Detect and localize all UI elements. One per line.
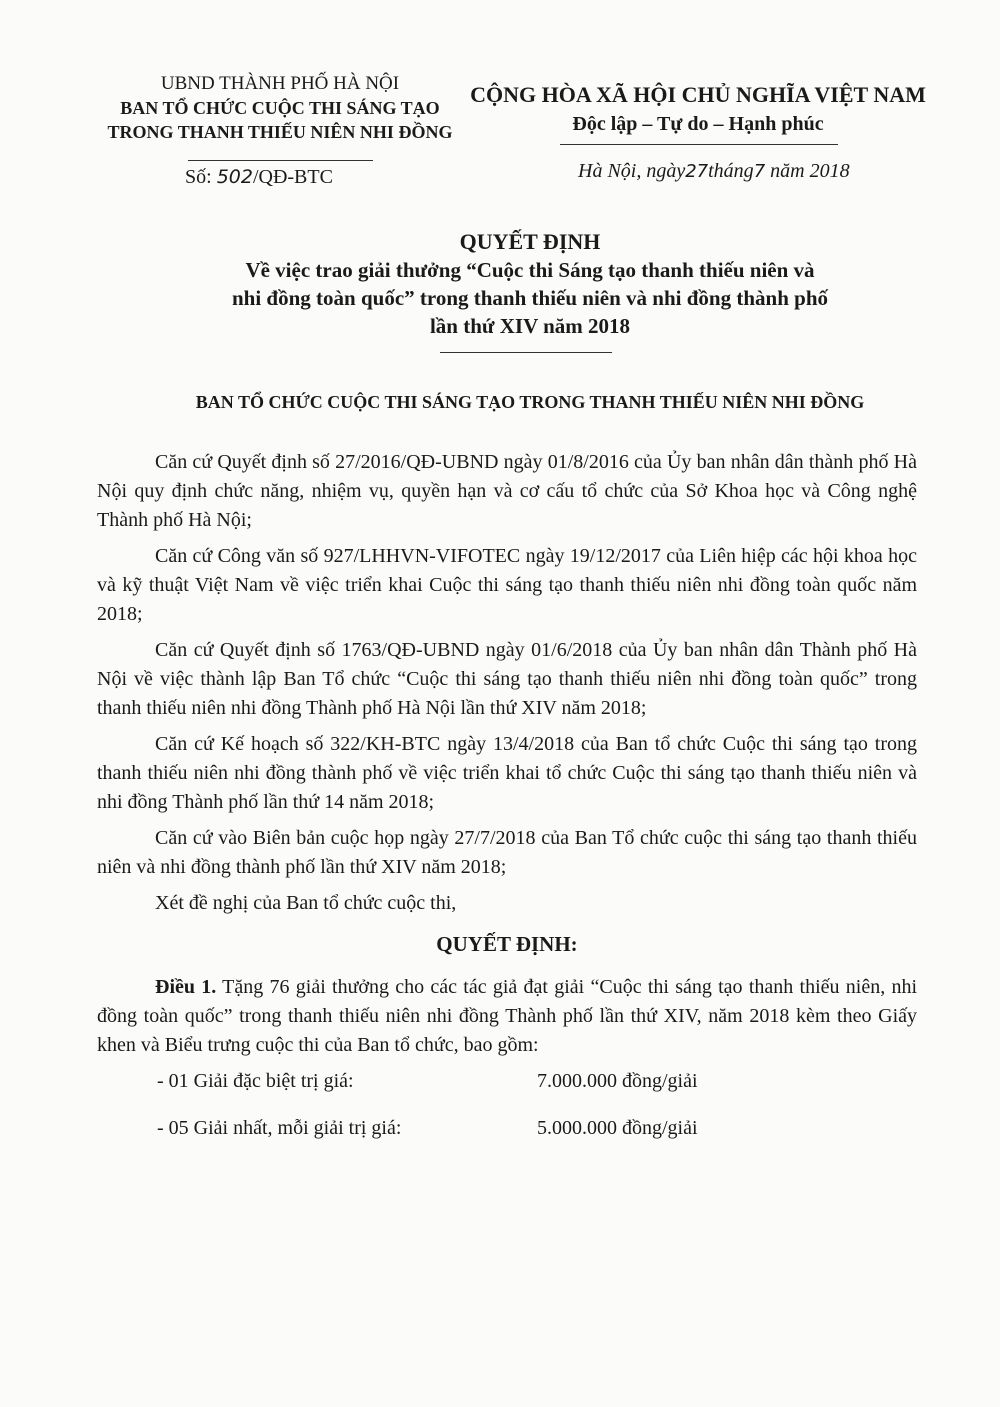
legal-basis-2: Căn cứ Công văn số 927/LHHVN-VIFOTEC ngày 19/12/2017 của Liên hiệp các hội khoa học và kỹ thuật Việt Nam về việc triển khai Cuộc thi sáng tạo thanh thiếu niên nhi đồng toàn quốc năm 2018; bbox=[97, 545, 917, 625]
agency-line-1: UBND THÀNH PHỐ HÀ NỘI bbox=[160, 73, 400, 94]
date-day: 27 bbox=[685, 161, 709, 182]
prize-label: - 05 Giải nhất, mỗi giải trị giá: bbox=[157, 1117, 402, 1139]
title-sub-2: nhi đồng toàn quốc” trong thanh thiếu niên và nhi đồng thành phố bbox=[231, 286, 828, 310]
legal-basis-3: Căn cứ Quyết định số 1763/QĐ-UBND ngày 01/6/2018 của Ủy ban nhân dân Thành phố Hà Nội về việc thành lập Ban Tổ chức “Cuộc thi sáng tạo thanh thiếu niên nhi đồng toàn quốc” trong thanh thiếu niên nhi đồng Thành phố Hà Nội lần thứ XIV năm 2018; bbox=[97, 639, 917, 719]
legal-basis-5: Căn cứ vào Biên bản cuộc họp ngày 27/7/2018 của Ban Tổ chức cuộc thi sáng tạo thanh thiếu niên và nhi đồng thành phố lần thứ XIV năm 2018; bbox=[97, 827, 917, 878]
agency-line-2: BAN TỔ CHỨC CUỘC THI SÁNG TẠO bbox=[120, 98, 440, 118]
document-number bbox=[185, 166, 333, 189]
doc-number-suffix: /QĐ-BTC bbox=[252, 166, 333, 188]
decision-title bbox=[140, 228, 920, 340]
title-sub-3: lần thứ XIV năm 2018 bbox=[429, 314, 631, 338]
committee-heading: BAN TỔ CHỨC CUỘC THI SÁNG TẠO TRONG THANH THIẾU NIÊN NHI ĐỒNG bbox=[195, 392, 865, 412]
date-month-label: tháng bbox=[708, 160, 754, 182]
title-sub-1: Về việc trao giải thưởng “Cuộc thi Sáng tạo thanh thiếu niên và bbox=[245, 258, 815, 282]
national-header bbox=[470, 80, 926, 138]
proposal-line: Xét đề nghị của Ban tổ chức cuộc thi, bbox=[155, 892, 457, 914]
date-month: 7 bbox=[753, 161, 766, 182]
agency-underline bbox=[188, 160, 373, 161]
legal-basis-4: Căn cứ Kế hoạch số 322/KH-BTC ngày 13/4/2018 của Ban tổ chức Cuộc thi sáng tạo trong thanh thiếu niên nhi đồng thành phố về việc triển khai tổ chức Cuộc thi sáng tạo thanh thiếu niên và nhi đồng Thành phố lần thứ 14 năm 2018; bbox=[97, 733, 917, 813]
date-year: năm 2018 bbox=[770, 160, 850, 182]
doc-number-value: 502 bbox=[216, 166, 253, 188]
title-underline bbox=[440, 352, 612, 353]
nation-name: CỘNG HÒA XÃ HỘI CHỦ NGHĨA VIỆT NAM bbox=[470, 82, 926, 107]
title-main: QUYẾT ĐỊNH bbox=[459, 229, 601, 254]
prize-row bbox=[157, 1114, 917, 1143]
prize-row bbox=[157, 1067, 917, 1096]
decision-heading: QUYẾT ĐỊNH: bbox=[436, 932, 578, 956]
national-motto: Độc lập – Tự do – Hạnh phúc bbox=[572, 113, 824, 135]
document-body bbox=[97, 448, 917, 1161]
agency-line-3: TRONG THANH THIẾU NIÊN NHI ĐỒNG bbox=[107, 122, 453, 142]
date-place: Hà Nội, ngày bbox=[578, 160, 686, 182]
doc-number-prefix: Số: bbox=[185, 166, 212, 188]
legal-basis-1: Căn cứ Quyết định số 27/2016/QĐ-UBND ngày 01/8/2016 của Ủy ban nhân dân thành phố Hà Nội quy định chức năng, nhiệm vụ, quyền hạn và cơ cấu tổ chức của Sở Khoa học và Công nghệ Thành phố Hà Nội; bbox=[97, 451, 917, 531]
prize-value: 7.000.000 đồng/giải bbox=[537, 1070, 698, 1092]
prize-label: - 01 Giải đặc biệt trị giá: bbox=[157, 1070, 354, 1092]
article-1 bbox=[97, 973, 917, 1060]
prize-value: 5.000.000 đồng/giải bbox=[537, 1117, 698, 1139]
motto-underline bbox=[560, 144, 838, 145]
article-1-text: Tặng 76 giải thưởng cho các tác giả đạt giải “Cuộc thi sáng tạo thanh thiếu niên, nhi đồng toàn quốc” trong thanh thiếu niên nhi đồng Thành phố lần thứ XIV, năm 2018 kèm theo Giấy khen và Biểu trưng cuộc thi của Ban tổ chức, bao gồm: bbox=[97, 976, 918, 1056]
issuing-agency bbox=[100, 72, 460, 144]
issue-date bbox=[578, 160, 850, 183]
article-1-label: Điều 1. bbox=[155, 976, 217, 998]
